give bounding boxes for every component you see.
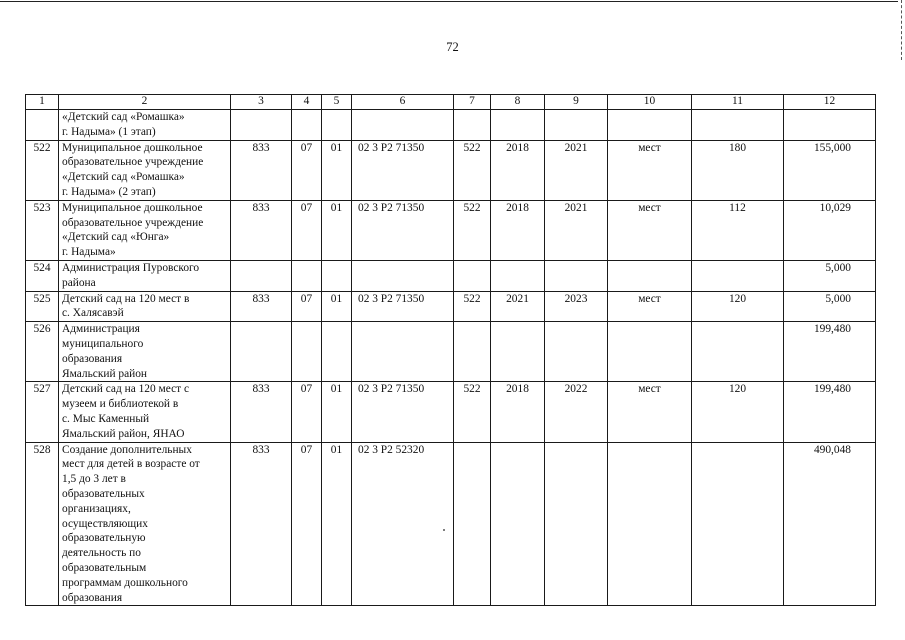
subsection-cell: 01 — [322, 291, 352, 322]
column-header: 11 — [692, 95, 784, 110]
unit-cell: мест — [608, 382, 692, 442]
amount-cell: 5,000 — [784, 260, 876, 291]
capacity-cell: 180 — [692, 140, 784, 200]
start-year-cell — [491, 110, 545, 141]
unit-cell — [608, 260, 692, 291]
subsection-cell — [322, 260, 352, 291]
top-rule — [0, 1, 898, 2]
column-header: 6 — [352, 95, 454, 110]
section-cell — [292, 322, 322, 382]
column-header: 5 — [322, 95, 352, 110]
capacity-cell — [692, 260, 784, 291]
code-cell: 833 — [231, 442, 292, 606]
item-name-text: Создание дополнительных мест для детей в возрасте от 1,5 до 3 лет в образовательных организациях, осуществляющих образовательную деятельность по образовательным программам дошкольного образования — [62, 443, 200, 604]
item-name-cell — [59, 200, 231, 260]
row-number-cell: 528 — [26, 442, 59, 606]
column-header: 9 — [545, 95, 608, 110]
capacity-cell: 112 — [692, 200, 784, 260]
code-cell: 833 — [231, 200, 292, 260]
start-year-cell: 2018 — [491, 140, 545, 200]
item-name-cell — [59, 110, 231, 141]
target-article-cell — [352, 260, 454, 291]
expense-type-cell: 522 — [454, 291, 491, 322]
start-year-cell — [491, 260, 545, 291]
target-article-cell: 02 3 P2 71350 — [352, 291, 454, 322]
end-year-cell: 2021 — [545, 200, 608, 260]
column-header: 3 — [231, 95, 292, 110]
amount-cell: 10,029 — [784, 200, 876, 260]
expense-type-cell: 522 — [454, 382, 491, 442]
unit-cell: мест — [608, 140, 692, 200]
item-name-text: Детский сад на 120 мест с музеем и библиотекой в с. Мыс Каменный Ямальский район, ЯНАО — [62, 383, 190, 440]
column-header: 4 — [292, 95, 322, 110]
item-name-text: Муниципальное дошкольное образовательное учреждение «Детский сад «Юнга» г. Надыма» — [62, 201, 204, 259]
item-name-cell — [59, 140, 231, 200]
budget-table — [25, 94, 876, 606]
end-year-cell — [545, 110, 608, 141]
item-name-text: «Детский сад «Ромашка» г. Надыма» (1 этап) — [62, 111, 185, 138]
unit-cell: мест — [608, 200, 692, 260]
section-cell: 07 — [292, 200, 322, 260]
target-article-cell: 02 3 P2 71350 — [352, 200, 454, 260]
row-number-cell: 523 — [26, 200, 59, 260]
table-row — [26, 322, 876, 382]
unit-cell — [608, 110, 692, 141]
section-cell: 07 — [292, 382, 322, 442]
end-year-cell — [545, 260, 608, 291]
section-cell — [292, 110, 322, 141]
row-number-cell: 522 — [26, 140, 59, 200]
unit-cell — [608, 442, 692, 606]
code-cell: 833 — [231, 291, 292, 322]
start-year-cell: 2018 — [491, 200, 545, 260]
item-name-cell — [59, 291, 231, 322]
start-year-cell — [491, 322, 545, 382]
capacity-cell — [692, 442, 784, 606]
start-year-cell: 2018 — [491, 382, 545, 442]
item-name-text: Детский сад на 120 мест в с. Халясавэй — [62, 292, 190, 320]
section-cell: 07 — [292, 140, 322, 200]
target-article-cell: 02 3 P2 52320 — [352, 442, 454, 606]
target-article-cell: 02 3 P2 71350 — [352, 140, 454, 200]
table-row — [26, 442, 876, 606]
item-name-cell — [59, 382, 231, 442]
code-cell: 833 — [231, 382, 292, 442]
item-name-cell — [59, 322, 231, 382]
target-article-cell — [352, 110, 454, 141]
table-row — [26, 110, 876, 141]
column-header: 8 — [491, 95, 545, 110]
code-cell — [231, 260, 292, 291]
amount-cell: 5,000 — [784, 291, 876, 322]
table-row — [26, 382, 876, 442]
target-article-cell — [352, 322, 454, 382]
end-year-cell — [545, 442, 608, 606]
amount-cell: 155,000 — [784, 140, 876, 200]
code-cell — [231, 110, 292, 141]
subsection-cell: 01 — [322, 140, 352, 200]
expense-type-cell: 522 — [454, 200, 491, 260]
capacity-cell: 120 — [692, 382, 784, 442]
code-cell: 833 — [231, 140, 292, 200]
row-number-cell: 527 — [26, 382, 59, 442]
end-year-cell — [545, 322, 608, 382]
amount-cell: 490,048 — [784, 442, 876, 606]
capacity-cell: 120 — [692, 291, 784, 322]
expense-type-cell — [454, 110, 491, 141]
table-row — [26, 260, 876, 291]
subsection-cell — [322, 110, 352, 141]
row-number-cell: 526 — [26, 322, 59, 382]
expense-type-cell — [454, 442, 491, 606]
page-number: 72 — [446, 40, 459, 54]
column-header: 10 — [608, 95, 692, 110]
item-name-text: Администрация Пуровского района — [62, 261, 200, 289]
subsection-cell: 01 — [322, 442, 352, 606]
capacity-cell — [692, 322, 784, 382]
section-cell: 07 — [292, 442, 322, 606]
expense-type-cell — [454, 322, 491, 382]
target-article-cell: 02 3 P2 71350 — [352, 382, 454, 442]
amount-cell — [784, 110, 876, 141]
column-header: 12 — [784, 95, 876, 110]
start-year-cell — [491, 442, 545, 606]
subsection-cell: 01 — [322, 382, 352, 442]
end-year-cell: 2021 — [545, 140, 608, 200]
row-number-cell: 524 — [26, 260, 59, 291]
row-number-cell: 525 — [26, 291, 59, 322]
column-header: 7 — [454, 95, 491, 110]
amount-cell: 199,480 — [784, 382, 876, 442]
unit-cell — [608, 322, 692, 382]
table-body — [26, 95, 876, 606]
table-row — [26, 291, 876, 322]
item-name-cell — [59, 442, 231, 606]
unit-cell: мест — [608, 291, 692, 322]
code-cell — [231, 322, 292, 382]
column-header: 2 — [59, 95, 231, 110]
end-year-cell: 2022 — [545, 382, 608, 442]
row-number-cell — [26, 110, 59, 141]
column-number-row — [26, 95, 876, 110]
section-cell — [292, 260, 322, 291]
item-name-text: Администрация муниципального образования Ямальский район — [62, 323, 148, 380]
capacity-cell — [692, 110, 784, 141]
expense-type-cell: 522 — [454, 140, 491, 200]
subsection-cell — [322, 322, 352, 382]
amount-cell: 199,480 — [784, 322, 876, 382]
table-row — [26, 140, 876, 200]
item-name-cell — [59, 260, 231, 291]
subsection-cell: 01 — [322, 200, 352, 260]
column-header: 1 — [26, 95, 59, 110]
end-year-cell: 2023 — [545, 291, 608, 322]
start-year-cell: 2021 — [491, 291, 545, 322]
item-name-text: Муниципальное дошкольное образовательное учреждение «Детский сад «Ромашка» г. Надыма» (2 этап) — [62, 141, 204, 198]
expense-type-cell — [454, 260, 491, 291]
table-row — [26, 200, 876, 260]
section-cell: 07 — [292, 291, 322, 322]
